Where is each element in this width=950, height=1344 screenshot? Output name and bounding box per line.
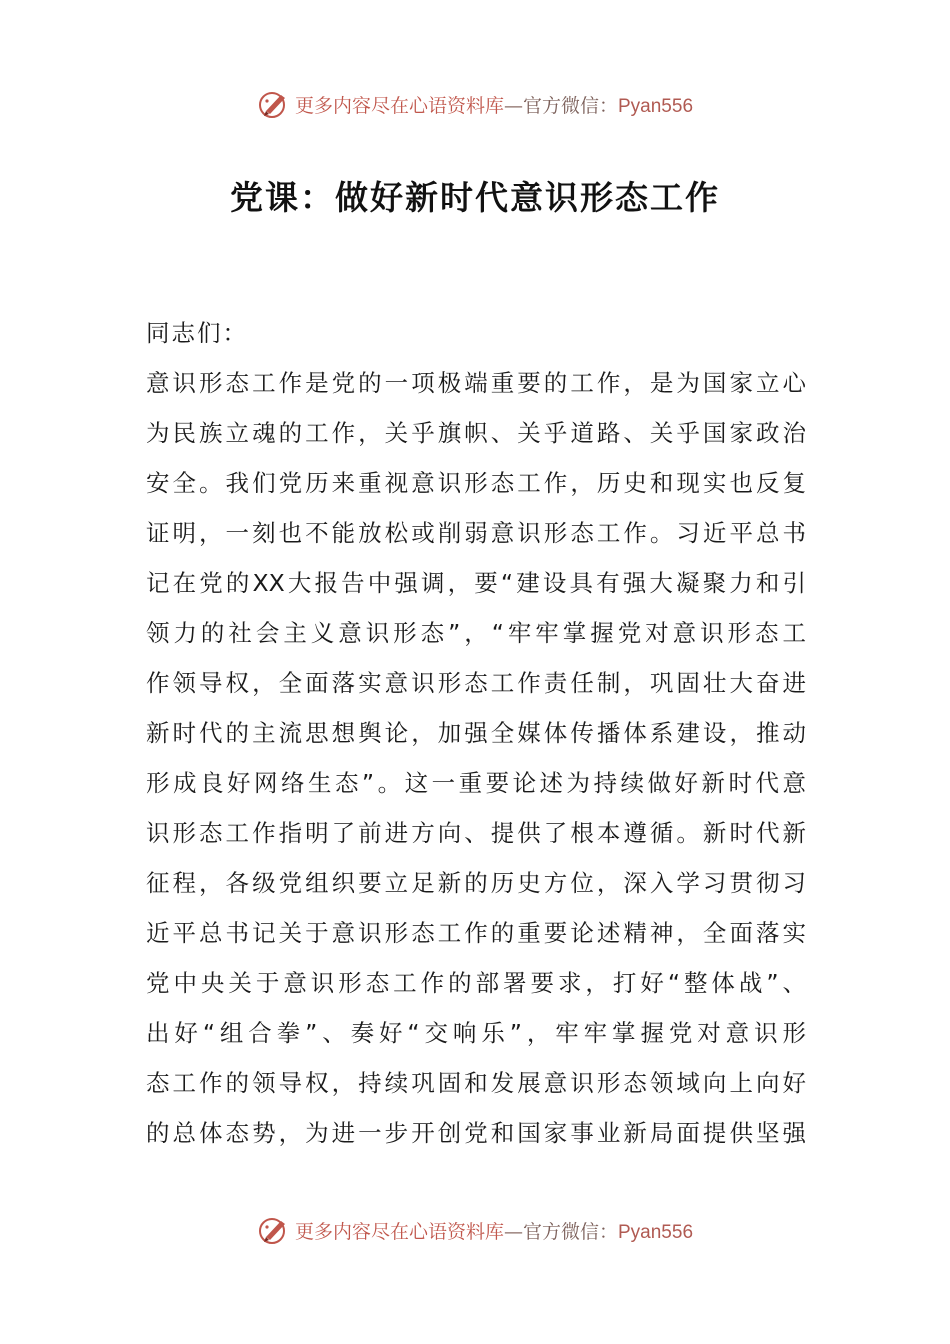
paragraph-line: 为民族立魂的工作，关乎旗帜、关乎道路、关乎国家政治 [146,419,806,447]
paragraph-line: 形成良好网络生态”。这一重要论述为持续做好新时代意 [146,769,806,797]
document-body [146,308,806,1158]
header-wechat-id: Pyan556 [618,95,694,117]
header-watermark-text [295,91,693,118]
paragraph-line: 证明，一刻也不能放松或削弱意识形态工作。习近平总书 [146,519,806,547]
salutation: 同志们： [146,319,248,347]
paragraph-line: 记在党的XX大报告中强调，要“建设具有强大凝聚力和引 [146,569,806,597]
paragraph-line: 出好“组合拳”、奏好“交响乐”，牢牢掌握党对意识形 [146,1019,806,1047]
header-contact-label: 官方微信： [522,94,618,117]
paragraph-line: 党中央关于意识形态工作的部署要求，打好“整体战”、 [146,969,806,997]
footer-brand-text: 更多内容尽在心语资料库 [294,1220,504,1243]
header-watermark-banner [0,84,950,124]
header-brand-text: 更多内容尽在心语资料库 [294,94,504,117]
paragraph-line: 新时代的主流思想舆论，加强全媒体传播体系建设，推动 [146,719,806,747]
paragraph-line: 识形态工作指明了前进方向、提供了根本遵循。新时代新 [146,819,806,847]
paragraph-line: 的总体态势，为进一步开创党和国家事业新局面提供坚强 [146,1119,806,1147]
pen-logo-icon [257,87,291,121]
paragraph-line: 征程，各级党组织要立足新的历史方位，深入学习贯彻习 [146,869,806,897]
paragraph-line: 近平总书记关于意识形态工作的重要论述精神，全面落实 [146,919,806,947]
paragraph-line: 态工作的领导权，持续巩固和发展意识形态领域向上向好 [146,1069,806,1097]
footer-watermark-banner [0,1210,950,1250]
header-dash: — [503,94,523,117]
footer-wechat-id: Pyan556 [618,1221,694,1243]
paragraph-line: 领力的社会主义意识形态”，“牢牢掌握党对意识形态工 [146,619,806,647]
page-title: 党课：做好新时代意识形态工作 [230,178,720,217]
footer-contact-label: 官方微信： [522,1220,618,1243]
paragraph-line: 意识形态工作是党的一项极端重要的工作，是为国家立心 [146,369,806,397]
footer-watermark-text [295,1217,693,1244]
paragraph-line: 作领导权，全面落实意识形态工作责任制，巩固壮大奋进 [146,669,806,697]
pen-logo-icon [257,1213,291,1247]
paragraph-line: 安全。我们党历来重视意识形态工作，历史和现实也反复 [146,469,806,497]
footer-dash: — [503,1220,523,1243]
